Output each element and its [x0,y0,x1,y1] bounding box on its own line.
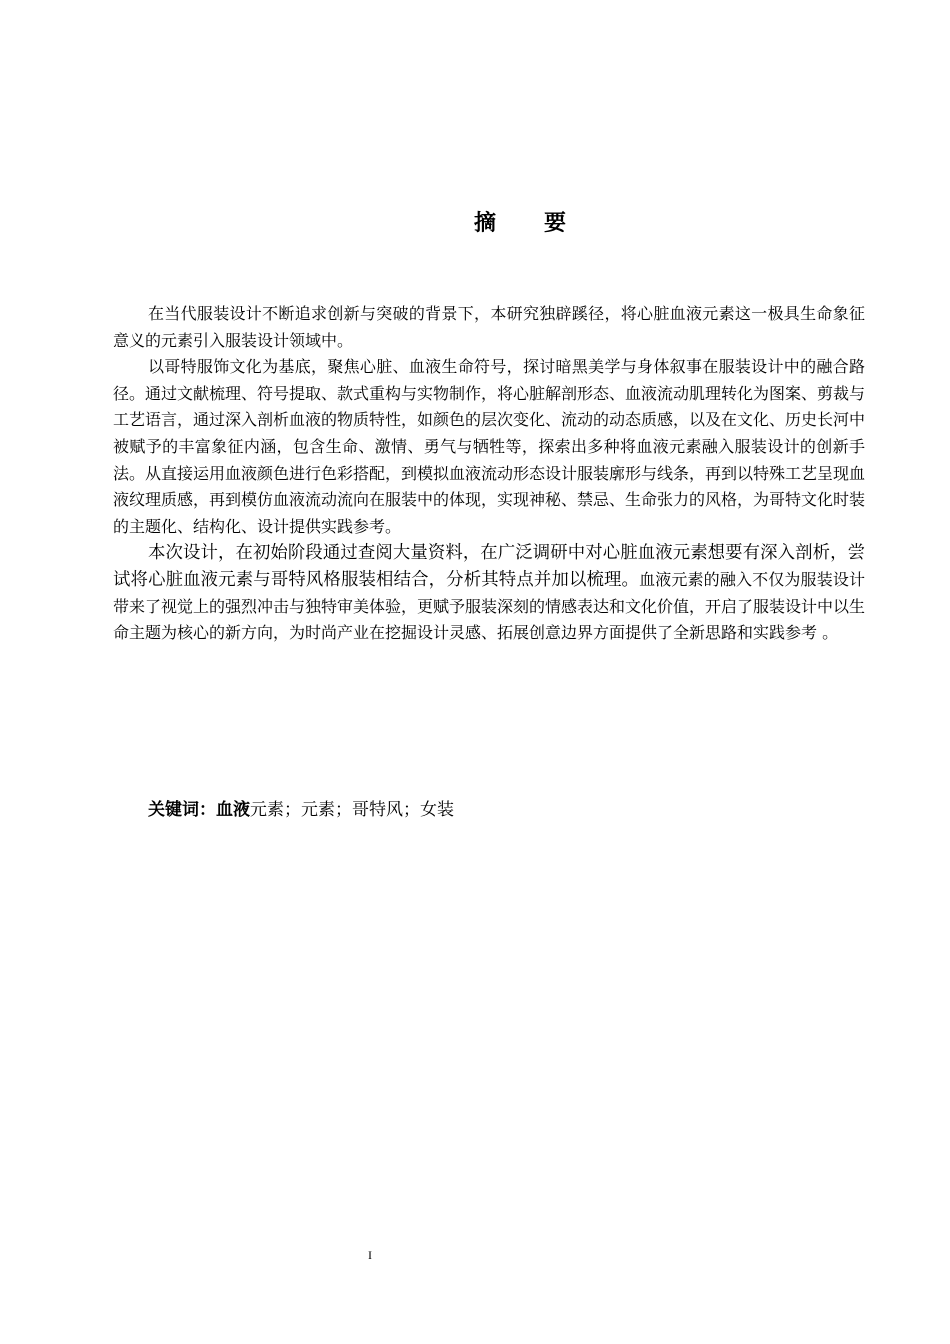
keywords-line [148,797,454,823]
abstract-title-char-1: 摘 [473,211,496,236]
keywords-list: 元素；元素；哥特风；女装 [250,800,454,820]
abstract-title [0,206,950,237]
keywords-label: 关键词： [148,800,216,820]
abstract-paragraph-1: 在当代服装设计不断追求创新与突破的背景下，本研究独辟蹊径，将心脏血液元素这一极具生命象征意义的元素引入服装设计领域中。 [113,304,865,350]
abstract-paragraph-3-lead: 本次设计，在初始阶段通过查阅大量资料，在广泛调研中对心脏血液元素想要有深入剖析，尝试将心脏血液元素与哥特风格服装相结合，分析其特点并加以梳理。 [113,543,865,590]
abstract-paragraph-2: 以哥特服饰文化为基底，聚焦心脏、血液生命符号，探讨暗黑美学与身体叙事在服装设计中的融合路径。通过文献梳理、符号提取、款式重构与实物制作，将心脏解剖形态、血液流动肌理转化为图案、剪裁与工艺语言，通过深入剖析血液的物质特性，如颜色的层次变化、流动的动态质感，以及在文化、历史长河中被赋予的丰富象征内涵，包含生命、激情、勇气与牺牲等，探索出多种将血液元素融入服装设计的创新手法。从直接运用血液颜色进行色彩搭配，到模拟血液流动形态设计服装廓形与线条，再到以特殊工艺呈现血液纹理质感，再到模仿血液流动流向在服装中的体现，实现神秘、禁忌、生命张力的风格，为哥特文化时装的主题化、结构化、设计提供实践参考。 [113,357,866,536]
page-number: I [368,1248,372,1262]
keyword-first: 血液 [216,800,250,820]
abstract-paragraph-3-tail: 血液元素的融入不仅为服装设计带来了视觉上的强烈冲击与独特审美体验，更赋予服装深刻的情感表达和文化价值，开启了服装设计中以生命主题为核心的新方向，为时尚产业在挖掘设计灵感、拓展创意边界方面提供了全新思路和实践参考 。 [113,569,866,643]
abstract-paragraph-3 [113,540,865,646]
abstract-body [113,301,865,647]
abstract-title-char-2: 要 [544,211,567,236]
